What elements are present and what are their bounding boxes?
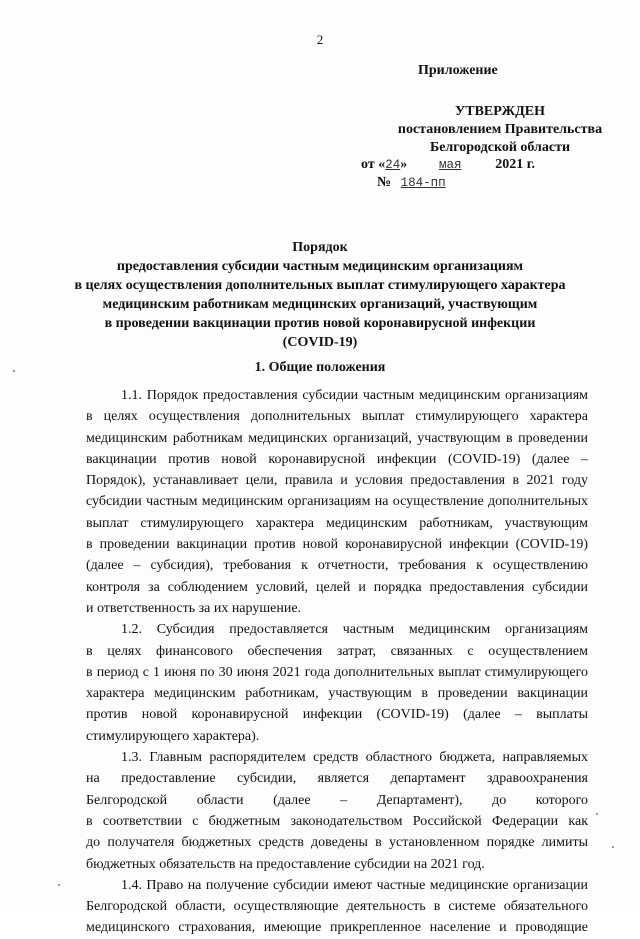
body-line: стимулирующего характера). [86,728,260,744]
body-line: характера медицинским работникам, участвующим в проведении вакцинации [86,686,588,702]
body-line: 1.1. Порядок предоставления субсидии частным медицинским организациям [121,388,588,403]
body-line: в целях осуществления дополнительных выплат стимулирующего характера [86,409,588,425]
body-line: в период с 1 июня по 30 июня 2021 года дополнительных выплат стимулирующего [86,664,588,680]
title-line-5: в проведении вакцинации против новой коронавирусной инфекции [104,316,536,331]
body-line: Белгородской области (далее – Департамент), до которого [86,792,588,808]
title-line-1: Порядок [292,240,348,255]
body-line: до получателя бюджетных средств доведены в установленном порядке лимиты [86,835,588,851]
body-line: контроля за соблюдением условий, целей и порядка предоставления субсидии [86,579,588,595]
body-line: Порядок), устанавливает цели, правила и условия предоставления в 2021 году [86,473,588,489]
date-prefix: от « [361,157,386,172]
body-line: медицинского страхования, имеющие прикрепленное население и проводящие [86,920,588,936]
title-line-3: в целях осуществления дополнительных выплат стимулирующего характера [74,278,566,293]
approved-label: УТВЕРЖДЕН [454,104,546,119]
number-prefix: № [377,175,392,190]
body-line: и ответственность за их нарушение. [86,600,302,616]
body-line: (далее – субсидия), требования к отчетности, требования к осуществлению [86,558,588,574]
body-line: 1.3. Главным распорядителем средств областного бюджета, направляемых [121,750,588,766]
appendix-label: Приложение [418,63,498,78]
scan-speck [13,370,15,372]
scan-speck [596,813,598,815]
body-line: 1.2. Субсидия предоставляется частным медицинским организациям [121,622,588,638]
number-value: 184-пп [400,176,446,190]
section-heading: 1. Общие положения [254,360,386,375]
body-line: на предоставление субсидии, является департамент здравоохранения [86,771,588,787]
body-line: бюджетных обязательств на предоставление субсидии на 2021 год. [86,856,485,872]
body-line: против новой коронавирусной инфекции (COVID-19) (далее – выплаты [86,707,588,723]
body-line: в соответствии с бюджетным законодательством Российской Федерации как [86,813,588,829]
approval-date [361,157,535,173]
body-line: субсидии частным медицинским организациям на осуществление дополнительных [86,494,588,510]
scan-speck [58,884,60,886]
body-line: в проведении вакцинации против новой коронавирусной инфекции (COVID-19) [86,537,588,553]
approved-by-line-2: Белгородской области [429,140,571,155]
date-separator: » [400,157,408,172]
title-line-2: предоставления субсидии частным медицинским организациям [116,259,524,274]
page-number: 2 [316,32,324,47]
body-line: выплат стимулирующего характера медицинским работникам, участвующим [86,515,588,531]
title-line-6: (COVID-19) [282,335,358,350]
approval-number [377,175,507,191]
body-line: медицинским работникам медицинских организаций, участвующим в проведении [86,430,588,446]
date-month: мая [438,158,462,172]
date-day: 24 [385,158,401,172]
date-year: 2021 г. [495,157,535,172]
body-line: в целях финансового обеспечения затрат, связанных с осуществлением [86,643,588,659]
body-text [86,385,588,939]
approved-by-line-1: постановлением Правительства [397,122,603,137]
body-line: Белгородской области, осуществляющие деятельность в системе обязательного [86,899,588,915]
title-line-4: медицинским работникам медицинских организаций, участвующим [102,297,538,312]
body-line: 1.4. Право на получение субсидии имеют частные медицинские организации [121,877,588,893]
scan-speck [612,846,614,848]
body-line: вакцинации против новой коронавирусной инфекции (COVID-19) (далее – [86,451,588,467]
